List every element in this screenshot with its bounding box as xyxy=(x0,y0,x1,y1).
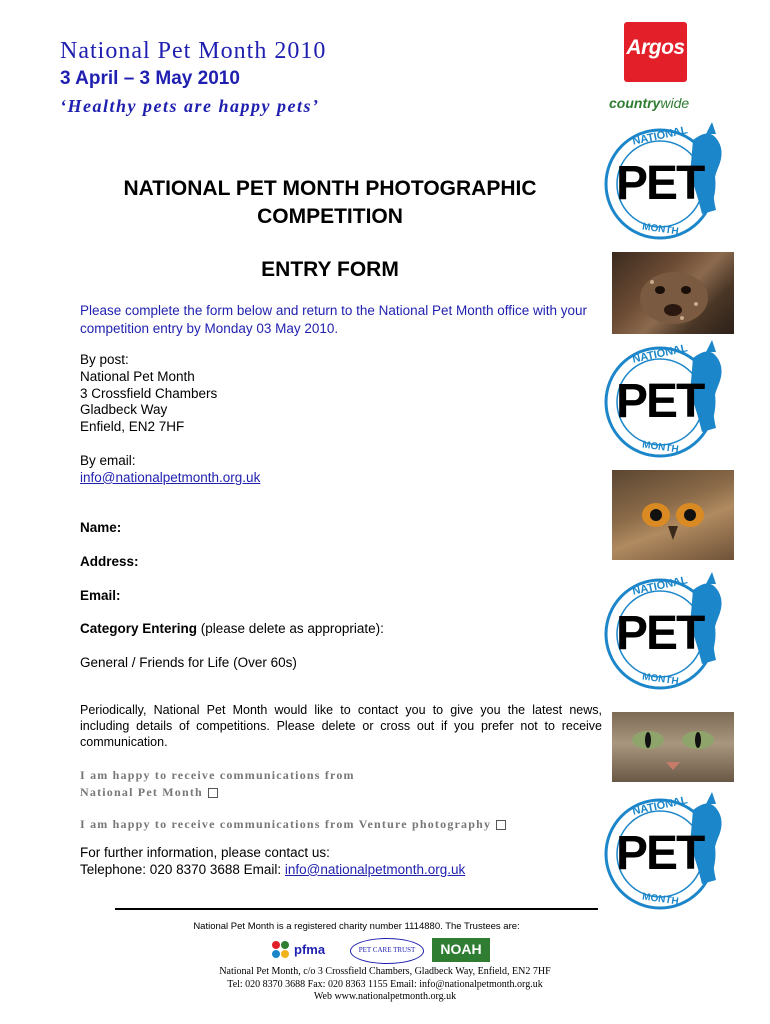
email-label: By email: xyxy=(80,453,136,468)
further-email-link[interactable]: info@nationalpetmonth.org.uk xyxy=(284,861,466,877)
logo-ring-bottom-text: MONTH xyxy=(641,221,680,238)
address-field-label[interactable]: Address: xyxy=(80,554,139,569)
post-line: Enfield, EN2 7HF xyxy=(80,419,185,435)
postal-address xyxy=(80,352,217,436)
consent-npm-line1: I am happy to receive communications from xyxy=(80,768,355,782)
charity-statement: National Pet Month is a registered charity number 1114880. The Trustees are: xyxy=(193,921,520,932)
email-link[interactable]: info@nationalpetmonth.org.uk xyxy=(80,469,261,485)
phone-label: Telephone: 020 8370 3688 Email: xyxy=(80,861,285,877)
email-contact xyxy=(80,453,260,487)
post-label: By post: xyxy=(80,352,129,367)
consent-npm-checkbox[interactable] xyxy=(208,788,218,798)
footer-web[interactable]: Web www.nationalpetmonth.org.uk xyxy=(313,991,457,1002)
pet-month-logo xyxy=(598,120,738,245)
footer-phone: Tel: 020 8370 3688 Fax: 020 8363 1155 Email: info@nationalpetmonth.org.uk xyxy=(227,978,543,990)
consent-venture-label: I am happy to receive communications from Venture photography xyxy=(80,817,492,831)
further-info xyxy=(80,845,465,879)
entry-form-heading: ENTRY FORM xyxy=(261,258,399,281)
post-line: National Pet Month xyxy=(80,368,195,384)
pct-logo-text: PET CARE TRUST xyxy=(358,946,416,954)
noah-logo xyxy=(432,938,490,962)
footer-address: National Pet Month, c/o 3 Crossfield Chambers, Gladbeck Way, Enfield, EN2 7HF xyxy=(219,966,551,977)
consent-npm xyxy=(80,767,355,801)
slogan: ‘Healthy pets are happy pets’ xyxy=(60,96,320,116)
consent-venture-checkbox[interactable] xyxy=(496,820,506,830)
footer-divider xyxy=(115,908,598,910)
category-label: Category Entering xyxy=(80,621,198,636)
name-field-label[interactable]: Name: xyxy=(80,520,122,535)
heading-line-1: NATIONAL PET MONTH PHOTOGRAPHIC xyxy=(123,177,537,200)
post-line: 3 Crossfield Chambers xyxy=(80,385,218,401)
logo-ring-top-text: NATIONAL xyxy=(631,342,689,366)
logo-pet-word: PET xyxy=(616,607,704,660)
category-note: (please delete as appropriate): xyxy=(197,621,384,636)
consent-venture xyxy=(80,816,506,833)
logo-ring-top-text: NATIONAL xyxy=(631,794,689,818)
argos-logo xyxy=(624,22,687,82)
dog-photo xyxy=(612,252,734,334)
cat-photo xyxy=(612,712,734,782)
logo-ring-bottom-text: MONTH xyxy=(641,891,680,908)
category-options[interactable]: General / Friends for Life (Over 60s) xyxy=(80,655,297,670)
footer-contact xyxy=(100,966,670,1004)
countrywide-logo-part2: wide xyxy=(660,95,690,111)
pet-month-logo xyxy=(598,790,738,915)
event-dates: 3 April – 3 May 2010 xyxy=(60,68,240,89)
pfma-logo xyxy=(270,938,340,962)
logo-pet-word: PET xyxy=(616,375,704,428)
intro-text: Please complete the form below and return to the National Pet Month office with your competition entry by Monday 03 May 2010. xyxy=(80,303,588,336)
logo-ring-top-text: NATIONAL xyxy=(631,124,689,148)
logo-ring-top-text: NATIONAL xyxy=(631,574,689,598)
further-info-line: For further information, please contact us: xyxy=(80,845,330,860)
post-line: Gladbeck Way xyxy=(80,402,168,418)
page-title: National Pet Month 2010 xyxy=(60,38,327,64)
owl-photo xyxy=(612,470,734,560)
heading-line-2: COMPETITION xyxy=(257,205,403,228)
communication-notice: Periodically, National Pet Month would like to contact you to give you the latest news, including details of competitions. Please delete or cross out if you prefer not to receive communication. xyxy=(80,703,602,749)
pet-month-logo xyxy=(598,570,738,695)
email-field-label[interactable]: Email: xyxy=(80,588,121,603)
noah-logo-text: NOAH xyxy=(440,941,482,957)
pfma-logo-text: pfma xyxy=(294,942,326,957)
logo-ring-bottom-text: MONTH xyxy=(641,671,680,688)
pet-care-trust-logo xyxy=(350,938,424,964)
logo-pet-word: PET xyxy=(616,827,704,880)
consent-npm-line2: National Pet Month xyxy=(80,785,203,799)
category-row xyxy=(80,621,384,636)
logo-pet-word: PET xyxy=(616,157,704,210)
pet-month-logo xyxy=(598,338,738,463)
logo-ring-bottom-text: MONTH xyxy=(641,439,680,456)
countrywide-logo-part1: country xyxy=(609,95,661,111)
countrywide-logo xyxy=(609,95,689,111)
argos-logo-text: Argos xyxy=(626,36,685,59)
competition-heading xyxy=(60,175,600,231)
